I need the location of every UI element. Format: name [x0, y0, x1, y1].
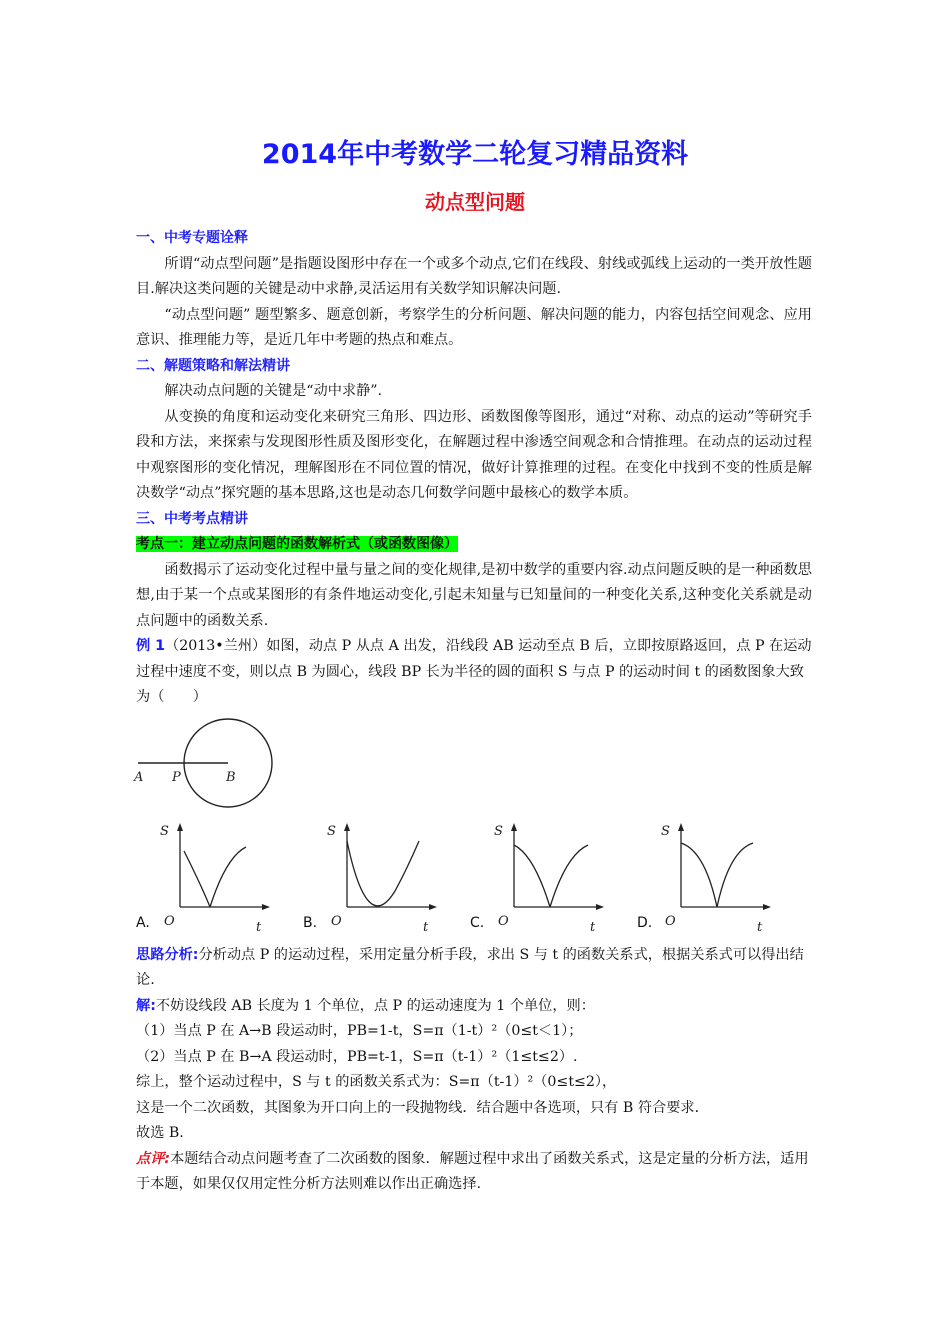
- analysis: [136, 943, 812, 994]
- option-c-curve-left: [514, 845, 550, 907]
- option-c-label: C.: [470, 914, 485, 931]
- section-2-paragraph-1: 解决动点问题的关键是“动中求静”.: [164, 383, 383, 399]
- document-title: 2014年中考数学二轮复习精品资料: [261, 139, 689, 170]
- label-b: B: [226, 769, 236, 785]
- option-a[interactable]: [136, 821, 286, 937]
- option-d-curve-right: [717, 843, 753, 907]
- option-c-curve-right: [550, 845, 588, 907]
- solution-line-6: 故选 B.: [136, 1125, 184, 1141]
- option-b-x-label: t: [423, 919, 429, 935]
- option-d-graph: [659, 821, 779, 937]
- document-subtitle: 动点型问题: [425, 190, 525, 214]
- option-d-curve-left: [681, 843, 717, 907]
- option-a-graph: [158, 821, 278, 937]
- option-d[interactable]: [637, 821, 787, 937]
- option-b-y-label: S: [327, 823, 336, 839]
- solution-line-4: 综上，整个运动过程中，S 与 t 的函数关系式为：S=π（t-1）²（0≤t≤2），: [136, 1074, 617, 1090]
- segment-circle-figure: [132, 715, 292, 815]
- section-3-paragraph-1: 函数揭示了运动变化过程中量与量之间的变化规律,是初中数学的重要内容.动点问题反映的是一种函数思想,由于某一个点或某图形的有条件地运动变化,引起未知量与已知量间的一种变化关系,这种变化关系就是动点问题中的函数关系.: [136, 561, 812, 629]
- option-a-origin-label: O: [164, 913, 175, 929]
- solution-line-1: [136, 994, 812, 1020]
- analysis-label: 思路分析:: [136, 946, 199, 963]
- section-3-heading: 三、中考考点精讲: [136, 510, 248, 527]
- comment: [136, 1147, 812, 1198]
- option-b-origin-label: O: [331, 913, 342, 929]
- option-d-x-label: t: [757, 919, 763, 935]
- example-figure: [136, 733, 812, 817]
- solution-line-2: （1）当点 P 在 A→B 段运动时，PB=1-t，S=π（1-t）²（0≤t＜1）；: [136, 1023, 583, 1039]
- section-2-heading: 二、解题策略和解法精讲: [136, 357, 290, 374]
- option-c-x-label: t: [590, 919, 596, 935]
- option-a-label: A.: [136, 914, 150, 931]
- option-b-label: B.: [303, 914, 318, 931]
- option-b-parabola: [347, 841, 419, 906]
- option-c[interactable]: [470, 821, 620, 937]
- answer-options: [136, 821, 812, 939]
- option-c-origin-label: O: [498, 913, 509, 929]
- label-p: P: [172, 769, 181, 785]
- solution-line-3: （2）当点 P 在 B→A 段运动时，PB=t-1，S=π（t-1）²（1≤t≤2）.: [136, 1048, 578, 1065]
- option-c-graph: [492, 821, 612, 937]
- solution-line-5: 这是一个二次函数，其图象为开口向上的一段抛物线．结合题中各选项，只有 B 符合要求．: [136, 1099, 709, 1116]
- option-d-origin-label: O: [665, 913, 676, 929]
- document-body: [136, 226, 812, 1198]
- option-d-label: D.: [637, 914, 653, 931]
- comment-text: 本题结合动点问题考查了二次函数的图象．解题过程中求出了函数关系式，这是定量的分析方法，适用于本题，如果仅仅用定性分析方法则难以作出正确选择.: [136, 1150, 809, 1192]
- option-b-graph: [325, 821, 445, 937]
- option-b[interactable]: [303, 821, 453, 937]
- option-a-curve-right: [210, 847, 246, 907]
- section-2-paragraph-2: 从变换的角度和运动变化来研究三角形、四边形、函数图像等图形，通过“对称、动点的运动”等研究手段和方法，来探索与发现图形性质及图形变化，在解题过程中渗透空间观念和合情推理。在动点的运动过程中观察图形的变化情况，理解图形在不同位置的情况，做好计算推理的过程。在变化中找到不变的性质是解决数学“动点”探究题的基本思路,这也是动态几何数学问题中最核心的数学本质。: [136, 408, 812, 501]
- option-a-x-label: t: [256, 919, 262, 935]
- solution-text-1: 不妨设线段 AB 长度为 1 个单位，点 P 的运动速度为 1 个单位，则：: [155, 997, 595, 1014]
- example-1: [136, 634, 812, 711]
- option-c-y-label: S: [494, 823, 503, 839]
- section-1-heading: 一、中考专题诠释: [136, 230, 248, 246]
- option-a-y-label: S: [160, 823, 169, 839]
- example-label: 例 1: [136, 638, 165, 654]
- section-1-paragraph-1: 所谓“动点型问题”是指题设图形中存在一个或多个动点,它们在线段、射线或弧线上运动的一类开放性题目.解决这类问题的关键是动中求静,灵活运用有关数学知识解决问题.: [136, 255, 812, 297]
- comment-label: 点评:: [136, 1150, 171, 1167]
- option-a-curve-left: [184, 851, 210, 907]
- option-d-y-label: S: [661, 823, 670, 839]
- analysis-text: 分析动点 P 的运动过程，采用定量分析手段，求出 S 与 t 的函数关系式，根据关系式可以得出结论.: [136, 946, 804, 988]
- example-text: （2013•兰州）如图，动点 P 从点 A 出发，沿线段 AB 运动至点 B 后，立即按原路返回，点 P 在运动过程中速度不变，则以点 B 为圆心，线段 BP 长为半径的圆的面积 S 与点 P 的运动时间 t 的函数图象大致为（ ）: [136, 638, 812, 705]
- label-a: A: [134, 769, 144, 785]
- solution-label: 解:: [136, 997, 156, 1014]
- topic-1-highlight: 考点一：建立动点问题的函数解析式（或函数图像）: [136, 536, 458, 552]
- section-1-paragraph-2: “动点型问题” 题型繁多、题意创新，考察学生的分析问题、解决问题的能力，内容包括空间观念、应用意识、推理能力等，是近几年中考题的热点和难点。: [136, 306, 812, 348]
